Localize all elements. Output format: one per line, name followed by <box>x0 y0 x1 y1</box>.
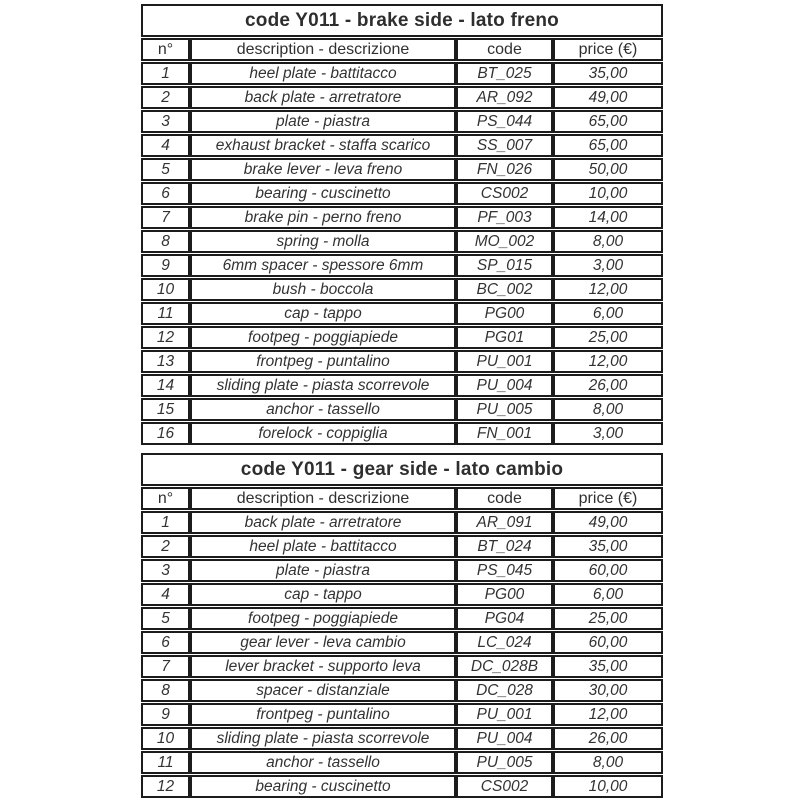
cell-price: 60,00 <box>553 559 663 582</box>
cell-code: PG01 <box>456 326 553 349</box>
cell-price: 50,00 <box>553 158 663 181</box>
table-row <box>141 703 663 726</box>
cell-code: PG00 <box>456 302 553 325</box>
table-row <box>141 422 663 445</box>
cell-number: 3 <box>141 559 190 582</box>
cell-code: PU_004 <box>456 374 553 397</box>
cell-price: 30,00 <box>553 679 663 702</box>
brake-side-table <box>141 4 663 445</box>
cell-description: bush - boccola <box>190 278 456 301</box>
cell-code: CS002 <box>456 182 553 205</box>
cell-price: 49,00 <box>553 511 663 534</box>
cell-number: 2 <box>141 535 190 558</box>
cell-number: 11 <box>141 302 190 325</box>
cell-price: 26,00 <box>553 374 663 397</box>
cell-code: PG00 <box>456 583 553 606</box>
cell-number: 9 <box>141 703 190 726</box>
cell-number: 13 <box>141 350 190 373</box>
cell-number: 4 <box>141 134 190 157</box>
cell-price: 8,00 <box>553 751 663 774</box>
table-row <box>141 751 663 774</box>
table-row <box>141 158 663 181</box>
column-header-code: code <box>456 487 553 510</box>
table-row <box>141 302 663 325</box>
cell-description: heel plate - battitacco <box>190 535 456 558</box>
cell-description: sliding plate - piasta scorrevole <box>190 374 456 397</box>
column-header-price: price (€) <box>553 38 663 61</box>
cell-code: PS_045 <box>456 559 553 582</box>
table-row <box>141 110 663 133</box>
table-row <box>141 350 663 373</box>
cell-code: SP_015 <box>456 254 553 277</box>
column-header-number: n° <box>141 38 190 61</box>
cell-number: 8 <box>141 679 190 702</box>
table-row <box>141 398 663 421</box>
cell-price: 26,00 <box>553 727 663 750</box>
cell-price: 35,00 <box>553 62 663 85</box>
cell-description: gear lever - leva cambio <box>190 631 456 654</box>
cell-price: 65,00 <box>553 110 663 133</box>
cell-description: cap - tappo <box>190 302 456 325</box>
cell-description: brake pin - perno freno <box>190 206 456 229</box>
cell-price: 12,00 <box>553 278 663 301</box>
table-row <box>141 775 663 798</box>
table-title-brake-side: code Y011 - brake side - lato freno <box>141 4 663 37</box>
cell-price: 8,00 <box>553 398 663 421</box>
cell-price: 3,00 <box>553 422 663 445</box>
column-header-price: price (€) <box>553 487 663 510</box>
cell-description: plate - piastra <box>190 110 456 133</box>
cell-price: 65,00 <box>553 134 663 157</box>
cell-number: 10 <box>141 278 190 301</box>
cell-price: 12,00 <box>553 703 663 726</box>
cell-number: 6 <box>141 631 190 654</box>
cell-price: 35,00 <box>553 655 663 678</box>
cell-price: 3,00 <box>553 254 663 277</box>
table-row <box>141 206 663 229</box>
cell-code: DC_028 <box>456 679 553 702</box>
cell-number: 2 <box>141 86 190 109</box>
cell-description: spacer - distanziale <box>190 679 456 702</box>
table-title-gear-side: code Y011 - gear side - lato cambio <box>141 453 663 486</box>
table-row <box>141 679 663 702</box>
cell-number: 16 <box>141 422 190 445</box>
table-row <box>141 655 663 678</box>
cell-description: frontpeg - puntalino <box>190 703 456 726</box>
cell-code: PU_004 <box>456 727 553 750</box>
cell-code: AR_091 <box>456 511 553 534</box>
cell-code: CS002 <box>456 775 553 798</box>
cell-description: heel plate - battitacco <box>190 62 456 85</box>
cell-description: forelock - coppiglia <box>190 422 456 445</box>
table-row <box>141 583 663 606</box>
table-row <box>141 631 663 654</box>
cell-number: 7 <box>141 206 190 229</box>
cell-number: 10 <box>141 727 190 750</box>
table-row <box>141 182 663 205</box>
cell-description: plate - piastra <box>190 559 456 582</box>
table-row <box>141 230 663 253</box>
cell-description: sliding plate - piasta scorrevole <box>190 727 456 750</box>
table-row <box>141 535 663 558</box>
cell-description: anchor - tassello <box>190 751 456 774</box>
cell-code: AR_092 <box>456 86 553 109</box>
table-row <box>141 559 663 582</box>
cell-number: 3 <box>141 110 190 133</box>
cell-number: 11 <box>141 751 190 774</box>
cell-price: 10,00 <box>553 182 663 205</box>
cell-description: cap - tappo <box>190 583 456 606</box>
cell-code: SS_007 <box>456 134 553 157</box>
cell-code: BC_002 <box>456 278 553 301</box>
cell-code: PS_044 <box>456 110 553 133</box>
cell-code: PG04 <box>456 607 553 630</box>
cell-description: bearing - cuscinetto <box>190 775 456 798</box>
cell-description: frontpeg - puntalino <box>190 350 456 373</box>
cell-number: 12 <box>141 775 190 798</box>
cell-price: 25,00 <box>553 607 663 630</box>
column-header-code: code <box>456 38 553 61</box>
gear-side-table <box>141 453 663 798</box>
cell-description: exhaust bracket - staffa scarico <box>190 134 456 157</box>
cell-number: 1 <box>141 511 190 534</box>
cell-description: anchor - tassello <box>190 398 456 421</box>
cell-description: brake lever - leva freno <box>190 158 456 181</box>
table-row <box>141 254 663 277</box>
cell-price: 12,00 <box>553 350 663 373</box>
cell-price: 6,00 <box>553 302 663 325</box>
cell-description: bearing - cuscinetto <box>190 182 456 205</box>
cell-price: 10,00 <box>553 775 663 798</box>
table-row <box>141 374 663 397</box>
cell-number: 5 <box>141 158 190 181</box>
cell-number: 7 <box>141 655 190 678</box>
table-row <box>141 62 663 85</box>
column-header-number: n° <box>141 487 190 510</box>
cell-code: PU_001 <box>456 703 553 726</box>
cell-description: back plate - arretratore <box>190 511 456 534</box>
table-row <box>141 727 663 750</box>
cell-code: FN_001 <box>456 422 553 445</box>
column-header-description: description - descrizione <box>190 487 456 510</box>
cell-number: 14 <box>141 374 190 397</box>
cell-number: 8 <box>141 230 190 253</box>
cell-price: 14,00 <box>553 206 663 229</box>
cell-number: 6 <box>141 182 190 205</box>
cell-code: BT_025 <box>456 62 553 85</box>
cell-code: BT_024 <box>456 535 553 558</box>
header-row <box>141 38 663 61</box>
cell-description: lever bracket - supporto leva <box>190 655 456 678</box>
column-header-description: description - descrizione <box>190 38 456 61</box>
cell-code: PF_003 <box>456 206 553 229</box>
cell-number: 5 <box>141 607 190 630</box>
cell-description: footpeg - poggiapiede <box>190 326 456 349</box>
table-grid <box>141 487 663 798</box>
header-row <box>141 487 663 510</box>
cell-price: 8,00 <box>553 230 663 253</box>
table-row <box>141 86 663 109</box>
cell-price: 6,00 <box>553 583 663 606</box>
table-grid <box>141 38 663 445</box>
cell-number: 12 <box>141 326 190 349</box>
cell-price: 60,00 <box>553 631 663 654</box>
cell-price: 35,00 <box>553 535 663 558</box>
cell-description: footpeg - poggiapiede <box>190 607 456 630</box>
cell-code: LC_024 <box>456 631 553 654</box>
cell-description: 6mm spacer - spessore 6mm <box>190 254 456 277</box>
cell-price: 25,00 <box>553 326 663 349</box>
cell-description: back plate - arretratore <box>190 86 456 109</box>
cell-code: FN_026 <box>456 158 553 181</box>
cell-code: PU_005 <box>456 398 553 421</box>
table-row <box>141 607 663 630</box>
cell-code: DC_028B <box>456 655 553 678</box>
cell-number: 1 <box>141 62 190 85</box>
table-row <box>141 134 663 157</box>
cell-price: 49,00 <box>553 86 663 109</box>
cell-number: 9 <box>141 254 190 277</box>
table-row <box>141 278 663 301</box>
cell-number: 4 <box>141 583 190 606</box>
cell-description: spring - molla <box>190 230 456 253</box>
table-row <box>141 326 663 349</box>
cell-number: 15 <box>141 398 190 421</box>
cell-code: MO_002 <box>456 230 553 253</box>
cell-code: PU_005 <box>456 751 553 774</box>
table-row <box>141 511 663 534</box>
cell-code: PU_001 <box>456 350 553 373</box>
